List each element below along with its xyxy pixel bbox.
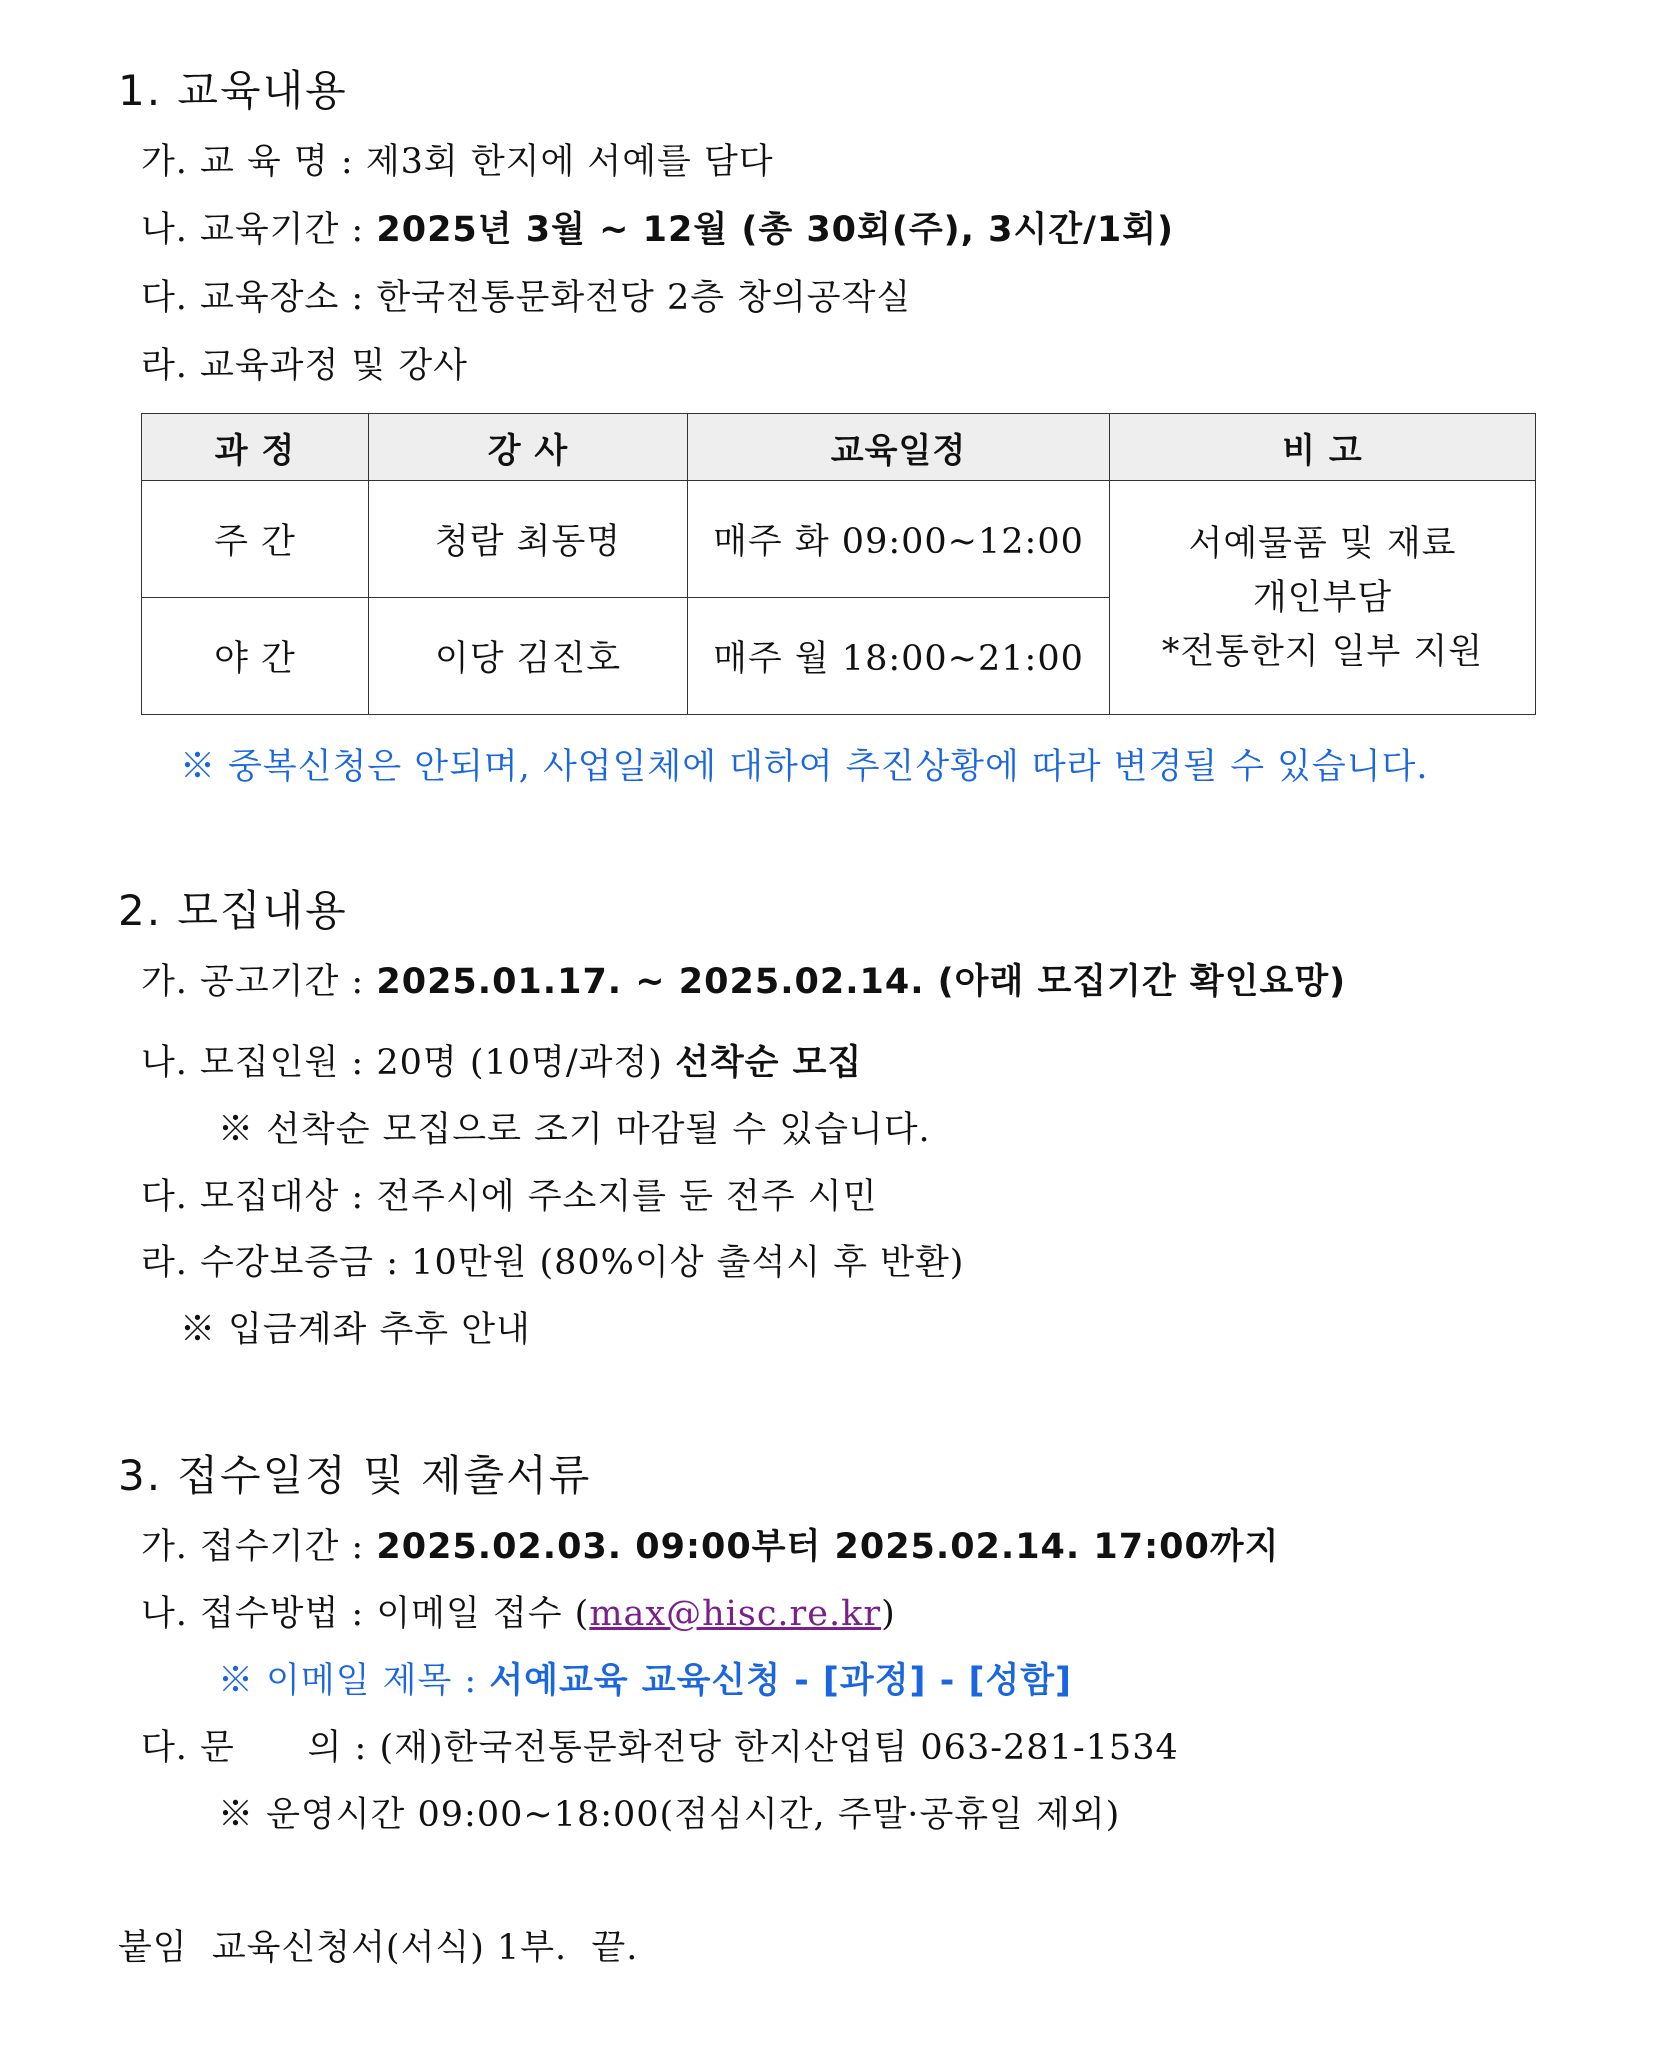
row-instructor: 청람 최동명	[369, 481, 688, 598]
first-come-emphasis: 선착순 모집	[675, 1043, 863, 1083]
header-note: 비 고	[1110, 414, 1536, 481]
row-course: 주 간	[142, 481, 369, 598]
method-text: 이메일 접수 (	[376, 1594, 590, 1634]
recruit-number-value: 20명 (10명/과정)	[376, 1043, 663, 1083]
education-period-line	[141, 208, 1174, 252]
email-subject-note	[218, 1659, 1072, 1703]
education-name-line	[141, 140, 774, 184]
table-row	[142, 481, 1536, 598]
application-period-label: 가. 접수기간 :	[141, 1527, 365, 1567]
inquiry-value: (재)한국전통문화전당 한지산업팀 063-281-1534	[379, 1728, 1179, 1768]
deposit-label: 라. 수강보증금 :	[141, 1243, 400, 1283]
deposit-line	[141, 1241, 964, 1285]
row-instructor: 이당 김진호	[369, 598, 688, 715]
section2-heading: 2. 모집내용	[118, 886, 348, 935]
email-link[interactable]: max@hisc.re.kr	[589, 1594, 882, 1634]
education-name-label: 가. 교 육 명 :	[141, 142, 354, 182]
section3-heading: 3. 접수일정 및 제출서류	[118, 1451, 592, 1500]
email-subject-label: ※ 이메일 제목 :	[218, 1661, 478, 1701]
table-header-row	[142, 414, 1536, 481]
education-period-value: 2025년 3월 ~ 12월 (총 30회(주), 3시간/1회)	[376, 210, 1175, 250]
recruit-number-label: 나. 모집인원 :	[141, 1043, 365, 1083]
recruit-target-line	[141, 1175, 877, 1219]
row-course: 야 간	[142, 598, 369, 715]
email-subject-value: 서예교육 교육신청 - [과정] - [성함]	[489, 1661, 1073, 1701]
hours-note: ※ 운영시간 09:00~18:00(점심시간, 주말·공휴일 제외)	[218, 1795, 1121, 1835]
account-note: ※ 입금계좌 추후 안내	[180, 1310, 531, 1350]
notice-period-line	[141, 960, 1346, 1004]
recruit-target-label: 다. 모집대상 :	[141, 1177, 365, 1217]
method-close: )	[881, 1594, 896, 1634]
header-instructor: 강 사	[369, 414, 688, 481]
attachment-line: 붙임 교육신청서(서식) 1부. 끝.	[118, 1928, 639, 1968]
application-period-value: 2025.02.03. 09:00부터 2025.02.14. 17:00까지	[376, 1527, 1280, 1567]
deposit-value: 10만원 (80%이상 출석시 후 반환)	[411, 1243, 965, 1283]
application-period-line	[141, 1525, 1279, 1569]
recruit-target-value: 전주시에 주소지를 둔 전주 시민	[376, 1177, 878, 1217]
header-course: 과 정	[142, 414, 369, 481]
education-place-value: 한국전통문화전당 2층 창의공작실	[376, 278, 912, 318]
early-close-note: ※ 선착순 모집으로 조기 마감될 수 있습니다.	[218, 1110, 931, 1150]
note-line: *전통한지 일부 지원	[1161, 631, 1484, 672]
notice-period-label: 가. 공고기간 :	[141, 962, 365, 1002]
notice-period-value: 2025.01.17. ~ 2025.02.14. (아래 모집기간 확인요망)	[376, 962, 1347, 1002]
application-method-label: 나. 접수방법 :	[141, 1594, 365, 1634]
section1-heading: 1. 교육내용	[118, 66, 348, 115]
course-instructor-line: 라. 교육과정 및 강사	[141, 346, 468, 386]
row-schedule: 매주 월 18:00~21:00	[688, 598, 1110, 715]
education-name-value: 제3회 한지에 서예를 담다	[365, 142, 774, 182]
education-place-line	[141, 276, 911, 320]
education-place-label: 다. 교육장소 :	[141, 278, 365, 318]
course-table	[141, 413, 1536, 715]
duplicate-notice: ※ 중복신청은 안되며, 사업일체에 대하여 추진상황에 따라 변경될 수 있습니다.	[180, 747, 1429, 787]
inquiry-label: 다. 문 의 :	[141, 1728, 368, 1768]
application-method-value	[376, 1594, 895, 1634]
inquiry-line	[141, 1726, 1179, 1770]
application-method-line	[141, 1592, 896, 1636]
row-note	[1110, 481, 1536, 715]
note-line: 서예물품 및 재료	[1188, 523, 1457, 564]
education-period-label: 나. 교육기간 :	[141, 210, 365, 250]
header-schedule: 교육일정	[688, 414, 1110, 481]
row-schedule: 매주 화 09:00~12:00	[688, 481, 1110, 598]
note-line: 개인부담	[1252, 577, 1393, 618]
recruit-number-line	[141, 1041, 862, 1085]
